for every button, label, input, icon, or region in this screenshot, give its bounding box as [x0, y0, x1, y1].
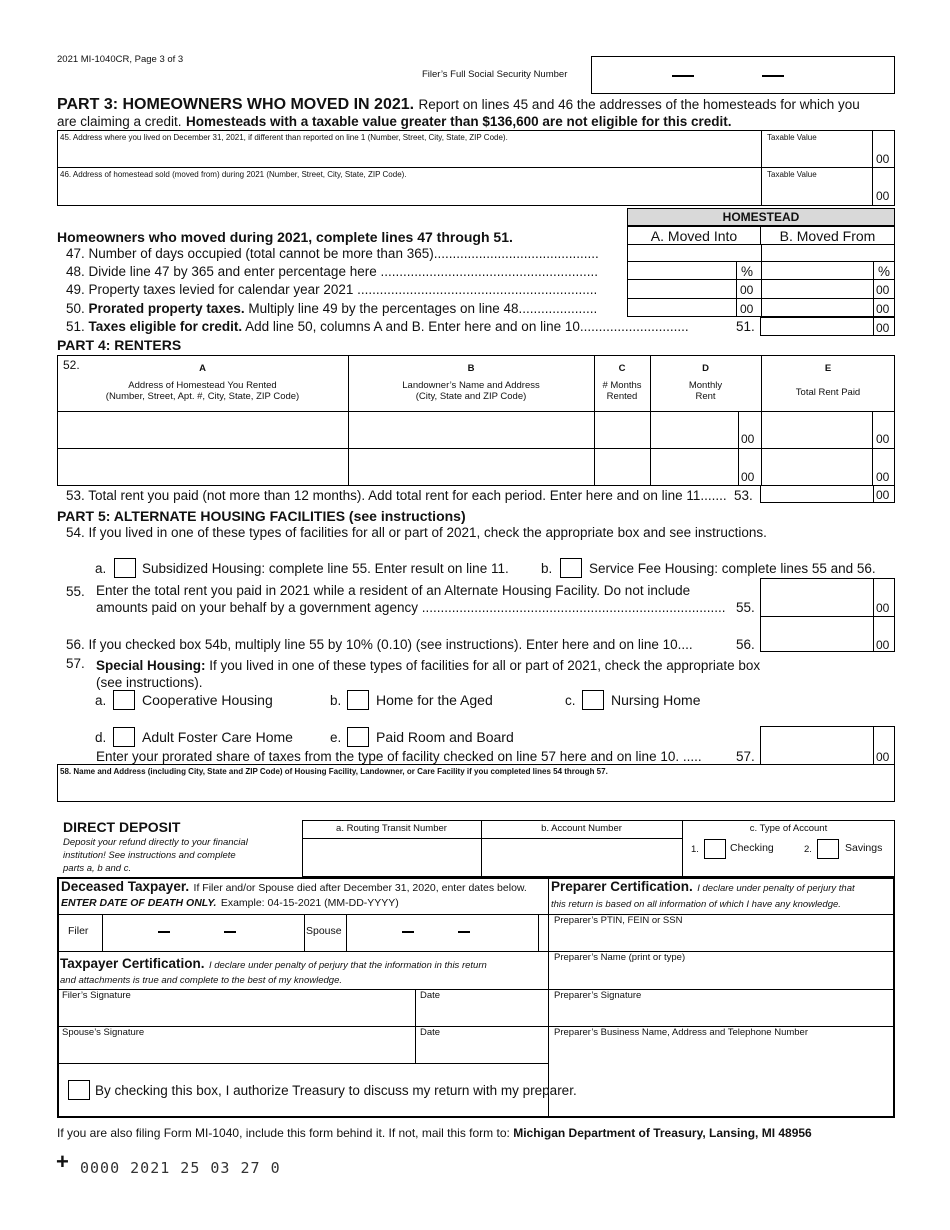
- line-57b-letter: b.: [330, 693, 342, 708]
- rent-row1-months-input[interactable]: [595, 412, 649, 446]
- deceased-filer-label: Filer: [68, 925, 89, 937]
- direct-deposit-desc: Deposit your refund directly to your financial institution! See instructions and complete parts a, b and c.: [63, 837, 248, 874]
- cents-45: 00: [876, 152, 890, 166]
- preparer-name-input[interactable]: [550, 951, 893, 987]
- checkbox-54a-subsidized[interactable]: [114, 558, 136, 578]
- part4-title: PART 4: RENTERS: [57, 337, 182, 353]
- checking-label: Checking: [730, 842, 774, 854]
- preparer-signature-input[interactable]: [550, 989, 893, 1025]
- line-50-a-cents: 00: [740, 302, 754, 316]
- rent-row2-address-input[interactable]: [58, 449, 347, 484]
- col-b-moved-from: B. Moved From: [760, 226, 895, 245]
- deceased-spouse-label: Spouse: [306, 925, 342, 937]
- checkbox-authorize-preparer[interactable]: [68, 1080, 90, 1100]
- spouse-date-input[interactable]: [416, 1026, 546, 1062]
- rent-row1-monthly-cents: 00: [741, 432, 755, 446]
- taxable-value-46-input[interactable]: [762, 183, 870, 203]
- renters-col-a-header: A Address of Homestead You Rented (Number, Street, Apt. #, City, State, ZIP Code): [105, 363, 300, 402]
- line-58-label: 58. Name and Address (including City, State and ZIP Code) of Housing Facility, Landowner, or Care Facility if you completed lines 54 through 57.: [60, 767, 608, 776]
- taxable-value-45-input[interactable]: [762, 146, 870, 166]
- rent-row1-address-input[interactable]: [58, 412, 347, 446]
- line-50-b-cents: 00: [876, 302, 890, 316]
- line-51-input[interactable]: [760, 317, 895, 336]
- line-46-input[interactable]: [60, 183, 755, 203]
- rent-row1-monthly-input[interactable]: [651, 412, 737, 446]
- preparer-business-input[interactable]: [550, 1026, 893, 1116]
- line-53-ref: 53.: [734, 488, 753, 503]
- taxable-value-46-label: Taxable Value: [767, 170, 817, 179]
- spouse-signature-input[interactable]: [59, 1026, 413, 1062]
- filer-signature-label: Filer’s Signature: [62, 990, 131, 1001]
- filer-signature-input[interactable]: [59, 989, 413, 1025]
- checkbox-savings[interactable]: [817, 839, 839, 859]
- line-57a-letter: a.: [95, 693, 107, 708]
- deceased-header: Deceased Taxpayer. If Filer and/or Spouse died after December 31, 2020, enter dates below. ENTER DATE OF DEATH ONLY. Example: 04-15-2021 (MM-DD-YYYY): [61, 879, 527, 909]
- line-51-cents: 00: [876, 321, 890, 335]
- homestead-header: HOMESTEAD: [627, 208, 895, 226]
- line-50-b-input[interactable]: [762, 299, 872, 315]
- authorize-label: By checking this box, I authorize Treasury to discuss my return with my preparer.: [95, 1083, 577, 1098]
- line-49-b-input[interactable]: [762, 280, 872, 296]
- renters-col-d-header: D Monthly Rent: [688, 363, 723, 402]
- deceased-spouse-date[interactable]: [346, 914, 536, 948]
- line-57e-letter: e.: [330, 730, 342, 745]
- line-53-label: 53. Total rent you paid (not more than 12 months). Add total rent for each period. Enter here and on line 11.......: [66, 488, 727, 503]
- filer-date-input[interactable]: [416, 989, 546, 1025]
- rent-row1-total-cents: 00: [876, 432, 890, 446]
- line-57-enter-label: Enter your prorated share of taxes from the type of facility checked on line 57 here and on line 10. .....: [96, 749, 702, 764]
- line-57-text1: Special Housing: If you lived in one of these types of facilities for all or part of 2021, check the appropriate box: [96, 658, 761, 673]
- rent-row1-total-input[interactable]: [762, 412, 872, 446]
- line-50-a-input[interactable]: [628, 299, 735, 315]
- checkbox-57a-cooperative[interactable]: [113, 690, 135, 710]
- line-49-a-cents: 00: [740, 283, 754, 297]
- taxable-value-45-label: Taxable Value: [767, 133, 817, 142]
- line-53-cents: 00: [876, 488, 890, 502]
- rent-row2-total-input[interactable]: [762, 449, 872, 484]
- line-48-b-input[interactable]: [762, 262, 872, 278]
- line-50-label: 50. Prorated property taxes. Multiply line 49 by the percentages on line 48.....................: [66, 301, 598, 316]
- line-48-label: 48. Divide line 47 by 365 and enter percentage here ..........................................................: [66, 264, 599, 279]
- line-49-label: 49. Property taxes levied for calendar year 2021 ................................................................: [66, 282, 598, 297]
- routing-label: a. Routing Transit Number: [336, 823, 447, 834]
- homeowners-subheading: Homeowners who moved during 2021, complete lines 47 through 51.: [57, 229, 513, 245]
- renters-col-e-header: E Total Rent Paid: [795, 363, 861, 398]
- line-47-a-input[interactable]: [628, 245, 760, 261]
- line-54b-letter: b.: [541, 561, 553, 576]
- routing-input[interactable]: [304, 839, 480, 875]
- rent-row2-total-cents: 00: [876, 470, 890, 484]
- barcode-number: 0000 2021 25 03 27 0: [80, 1159, 281, 1177]
- rent-row1-landowner-input[interactable]: [349, 412, 593, 446]
- preparer-ptin-input[interactable]: [550, 914, 893, 949]
- preparer-header: Preparer Certification. I declare under penalty of perjury that this return is based on all information of which I have any knowledge.: [551, 879, 855, 910]
- spouse-signature-label: Spouse’s Signature: [62, 1027, 145, 1038]
- savings-num: 2.: [804, 844, 812, 855]
- line-49-b-cents: 00: [876, 283, 890, 297]
- part5-title: PART 5: ALTERNATE HOUSING FACILITIES (see instructions): [57, 508, 466, 524]
- form-page-label: 2021 MI-1040CR, Page 3 of 3: [57, 54, 184, 65]
- line-56-label: 56. If you checked box 54b, multiply line 55 by 10% (0.10) (see instructions). Enter here and on line 10....: [66, 637, 693, 652]
- preparer-signature-label: Preparer’s Signature: [554, 990, 642, 1001]
- line-57d-label: Adult Foster Care Home: [142, 729, 293, 745]
- taxpayer-cert-header: Taxpayer Certification. I declare under penalty of perjury that the information in this return and attachments is true and complete to the best of my knowledge.: [60, 956, 487, 986]
- account-label: b. Account Number: [541, 823, 622, 834]
- line-47-label: 47. Number of days occupied (total cannot be more than 365)............................................: [66, 246, 599, 261]
- line-57a-label: Cooperative Housing: [142, 692, 273, 708]
- line-46-label: 46. Address of homestead sold (moved from) during 2021 (Number, Street, City, State, ZIP Code).: [60, 170, 407, 179]
- line-56-cents: 00: [876, 638, 890, 652]
- line-55-num: 55.: [66, 584, 85, 599]
- checking-num: 1.: [691, 844, 699, 855]
- checkbox-checking[interactable]: [704, 839, 726, 859]
- line-54a-label: Subsidized Housing: complete line 55. Enter result on line 11.: [142, 561, 509, 576]
- checkbox-57d-foster[interactable]: [113, 727, 135, 747]
- line-55-text1: Enter the total rent you paid in 2021 while a resident of an Alternate Housing Facility. Do not include: [96, 583, 691, 598]
- deceased-filer-date[interactable]: [102, 914, 302, 948]
- line-55-cents: 00: [876, 601, 890, 615]
- renters-col-c-header: C # Months Rented: [602, 363, 642, 402]
- line-47-b-input[interactable]: [762, 245, 894, 261]
- line-57-input[interactable]: [760, 726, 895, 765]
- rent-row2-monthly-input[interactable]: [651, 449, 737, 484]
- line-54-label: 54. If you lived in one of these types of facilities for all or part of 2021, check the appropriate box and see instructions.: [66, 525, 767, 540]
- line-45-input[interactable]: [60, 146, 755, 166]
- preparer-name-label: Preparer’s Name (print or type): [554, 952, 686, 963]
- line-57c-letter: c.: [565, 693, 576, 708]
- line-51-label: 51. Taxes eligible for credit. Add line 50, columns A and B. Enter here and on line 10.............................: [66, 319, 689, 334]
- line-54a-letter: a.: [95, 561, 107, 576]
- renters-col-b-header: B Landowner’s Name and Address (City, State and ZIP Code): [402, 363, 540, 402]
- line-48-a-percent: %: [741, 264, 754, 279]
- line-57-cents: 00: [876, 750, 890, 764]
- rent-row2-landowner-input[interactable]: [349, 449, 593, 484]
- line-57-text2: (see instructions).: [96, 675, 203, 690]
- line-53-input[interactable]: [760, 485, 895, 503]
- line-55-ref: 55.: [736, 600, 755, 615]
- spouse-date-label: Date: [420, 1027, 441, 1038]
- part3-intro: PART 3: HOMEOWNERS WHO MOVED IN 2021. Report on lines 45 and 46 the addresses of the homesteads for which you are claiming a credit. Homesteads with a taxable value greater than $136,600 are not eligible for this credit.: [57, 96, 860, 129]
- line-54b-label: Service Fee Housing: complete lines 55 and 56.: [589, 561, 876, 576]
- rent-row2-monthly-cents: 00: [741, 470, 755, 484]
- mail-instructions: If you are also filing Form MI-1040, include this form behind it. If not, mail this form to: Michigan Department of Treasury, Lansing, MI 48956: [57, 1126, 812, 1140]
- direct-deposit-title: DIRECT DEPOSIT: [63, 819, 181, 835]
- line-57e-label: Paid Room and Board: [376, 729, 514, 745]
- col-a-moved-into: A. Moved Into: [627, 226, 761, 245]
- line-57b-label: Home for the Aged: [376, 692, 493, 708]
- preparer-business-label: Preparer’s Business Name, Address and Telephone Number: [554, 1027, 809, 1038]
- ssn-field[interactable]: [591, 56, 895, 94]
- line-52-label: 52.: [63, 358, 80, 372]
- checkbox-57c-nursing[interactable]: [582, 690, 604, 710]
- checkbox-57e-room-board[interactable]: [347, 727, 369, 747]
- filer-date-label: Date: [420, 990, 441, 1001]
- line-56-ref: 56.: [736, 637, 755, 652]
- line-51-ref: 51.: [736, 319, 755, 334]
- line-55-input[interactable]: [762, 580, 872, 614]
- plus-mark: +: [56, 1149, 69, 1174]
- preparer-ptin-label: Preparer’s PTIN, FEIN or SSN: [554, 915, 683, 926]
- savings-label: Savings: [845, 842, 883, 854]
- line-45-label: 45. Address where you lived on December 31, 2021, if different than reported on line 1 (Number, Street, City, State, ZIP Code).: [60, 133, 508, 142]
- account-input[interactable]: [482, 839, 681, 875]
- line-57c-label: Nursing Home: [611, 692, 701, 708]
- checkbox-57b-home-aged[interactable]: [347, 690, 369, 710]
- line-56-input[interactable]: [762, 617, 872, 650]
- ssn-label: Filer’s Full Social Security Number: [422, 69, 568, 80]
- checkbox-54b-service-fee[interactable]: [560, 558, 582, 578]
- line-57-ref: 57.: [736, 749, 755, 764]
- account-type-label: c. Type of Account: [749, 823, 828, 834]
- line-49-a-input[interactable]: [628, 280, 735, 296]
- line-57-num: 57.: [66, 656, 85, 671]
- line-55-text2: amounts paid on your behalf by a government agency .................................................................................: [96, 600, 726, 615]
- line-48-b-percent: %: [878, 264, 891, 279]
- line-48-a-input[interactable]: [628, 262, 735, 278]
- cents-46: 00: [876, 189, 890, 203]
- line-57d-letter: d.: [95, 730, 107, 745]
- rent-row2-months-input[interactable]: [595, 449, 649, 484]
